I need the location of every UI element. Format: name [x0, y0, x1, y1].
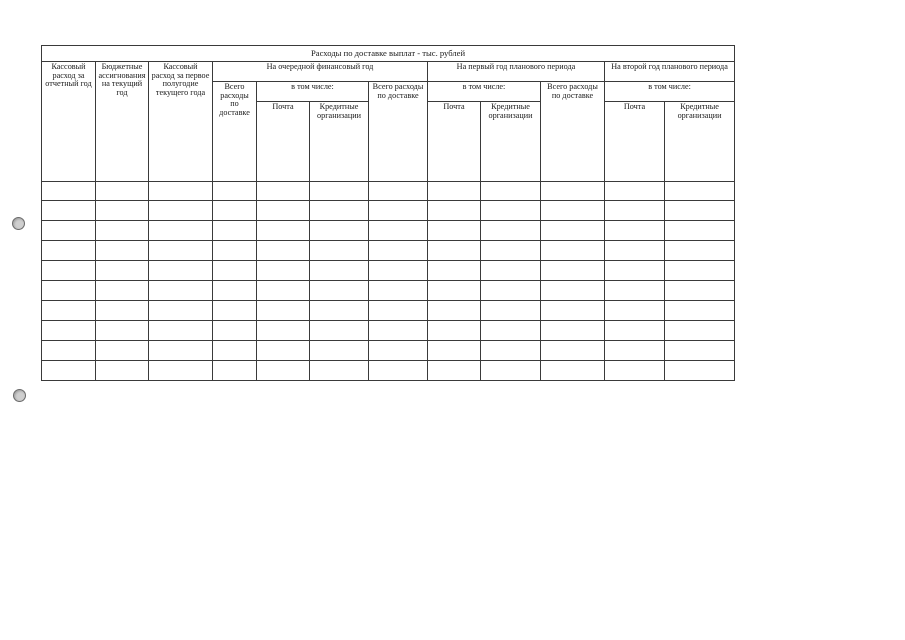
- table-cell: [310, 361, 369, 381]
- header-cash-first-half: Кассовый расход за первое полугодие текущего года: [149, 62, 213, 182]
- table-cell: [96, 182, 149, 201]
- table-cell: [213, 261, 257, 281]
- table-row: [42, 281, 735, 301]
- binder-hole-top: [12, 217, 25, 230]
- table-cell: [665, 201, 735, 221]
- table-cell: [665, 361, 735, 381]
- binder-hole-bottom: [13, 389, 26, 402]
- table-cell: [481, 182, 541, 201]
- table-cell: [481, 261, 541, 281]
- table-title: Расходы по доставке выплат - тыс. рублей: [42, 46, 735, 62]
- table-cell: [96, 321, 149, 341]
- table-cell: [213, 201, 257, 221]
- header-credit-next-year: Кредитные организации: [310, 102, 369, 182]
- table-cell: [257, 301, 310, 321]
- table-cell: [42, 182, 96, 201]
- header-including-next-year: в том числе:: [257, 82, 369, 102]
- table-title-row: [42, 46, 735, 62]
- header-total-first-planning: Всего расходы по доставке: [369, 82, 428, 182]
- header-total-second-planning: Всего расходы по доставке: [541, 82, 605, 182]
- header-period-first-planning-year: На первый год планового периода: [428, 62, 605, 82]
- table-cell: [369, 321, 428, 341]
- table-cell: [96, 361, 149, 381]
- table-cell: [149, 301, 213, 321]
- table-cell: [149, 361, 213, 381]
- table-cell: [481, 321, 541, 341]
- header-credit-first-planning: Кредитные организации: [481, 102, 541, 182]
- table-cell: [310, 341, 369, 361]
- table-cell: [369, 341, 428, 361]
- table-cell: [605, 281, 665, 301]
- table-cell: [541, 361, 605, 381]
- table-cell: [42, 321, 96, 341]
- table-row: [42, 341, 735, 361]
- table-cell: [541, 341, 605, 361]
- table-cell: [481, 281, 541, 301]
- table-cell: [369, 261, 428, 281]
- table-cell: [213, 341, 257, 361]
- table-cell: [96, 341, 149, 361]
- table-cell: [369, 221, 428, 241]
- table-cell: [257, 321, 310, 341]
- table-cell: [541, 241, 605, 261]
- table-cell: [96, 241, 149, 261]
- table-cell: [213, 361, 257, 381]
- table-cell: [481, 341, 541, 361]
- table-cell: [428, 281, 481, 301]
- table-cell: [257, 361, 310, 381]
- header-total-next-year: Всего расходы по доставке: [213, 82, 257, 182]
- table-cell: [257, 182, 310, 201]
- table-row: [42, 182, 735, 201]
- header-including-first-planning: в том числе:: [428, 82, 541, 102]
- header-post-next-year: Почта: [257, 102, 310, 182]
- table-cell: [605, 301, 665, 321]
- table-row: [42, 301, 735, 321]
- table-cell: [42, 221, 96, 241]
- table-cell: [541, 201, 605, 221]
- table-cell: [149, 182, 213, 201]
- table-cell: [605, 321, 665, 341]
- table-cell: [665, 182, 735, 201]
- table-cell: [213, 221, 257, 241]
- table-cell: [665, 341, 735, 361]
- delivery-expenses-table: [41, 45, 735, 381]
- table-cell: [42, 341, 96, 361]
- table-cell: [605, 261, 665, 281]
- table-cell: [42, 281, 96, 301]
- table-cell: [428, 301, 481, 321]
- header-row-periods: [42, 62, 735, 82]
- table-cell: [605, 221, 665, 241]
- table-cell: [257, 221, 310, 241]
- table-cell: [213, 241, 257, 261]
- table-row: [42, 361, 735, 381]
- table-cell: [96, 261, 149, 281]
- table-cell: [42, 301, 96, 321]
- table-cell: [481, 301, 541, 321]
- table-cell: [481, 221, 541, 241]
- table-cell: [665, 221, 735, 241]
- table-row: [42, 201, 735, 221]
- table-cell: [369, 182, 428, 201]
- table-cell: [310, 261, 369, 281]
- table-cell: [213, 182, 257, 201]
- table-cell: [310, 241, 369, 261]
- table-cell: [665, 241, 735, 261]
- table-cell: [541, 301, 605, 321]
- table-cell: [541, 281, 605, 301]
- table-cell: [42, 261, 96, 281]
- table-cell: [310, 281, 369, 301]
- table-cell: [541, 321, 605, 341]
- table-cell: [428, 361, 481, 381]
- table-cell: [428, 241, 481, 261]
- header-including-second-planning: в том числе:: [605, 82, 735, 102]
- table-cell: [257, 261, 310, 281]
- table-cell: [310, 201, 369, 221]
- table-cell: [96, 201, 149, 221]
- table-cell: [213, 301, 257, 321]
- table-cell: [213, 281, 257, 301]
- table-cell: [149, 201, 213, 221]
- table-cell: [257, 341, 310, 361]
- table-cell: [96, 281, 149, 301]
- table-cell: [257, 201, 310, 221]
- table-cell: [149, 241, 213, 261]
- table-cell: [428, 221, 481, 241]
- table-cell: [665, 301, 735, 321]
- header-period-next-year: На очередной финансовый год: [213, 62, 428, 82]
- table-cell: [481, 201, 541, 221]
- table-cell: [149, 221, 213, 241]
- table-cell: [665, 281, 735, 301]
- table-cell: [665, 261, 735, 281]
- table-cell: [605, 361, 665, 381]
- table-body: [42, 182, 735, 381]
- table-cell: [605, 182, 665, 201]
- table-cell: [428, 261, 481, 281]
- table-cell: [428, 182, 481, 201]
- header-cash-reporting-year: Кассовый расход за отчетный год: [42, 62, 96, 182]
- table-cell: [369, 281, 428, 301]
- table-cell: [481, 361, 541, 381]
- table-cell: [541, 261, 605, 281]
- table-cell: [149, 281, 213, 301]
- table-cell: [257, 241, 310, 261]
- table-cell: [605, 241, 665, 261]
- table-cell: [605, 341, 665, 361]
- table-cell: [665, 321, 735, 341]
- table-cell: [96, 221, 149, 241]
- table-cell: [257, 281, 310, 301]
- table-cell: [149, 341, 213, 361]
- table-cell: [42, 201, 96, 221]
- table-cell: [149, 261, 213, 281]
- table-cell: [541, 182, 605, 201]
- table-cell: [369, 301, 428, 321]
- table-cell: [369, 201, 428, 221]
- table-row: [42, 221, 735, 241]
- table-cell: [96, 301, 149, 321]
- header-credit-second-planning: Кредитные организации: [665, 102, 735, 182]
- table-cell: [369, 361, 428, 381]
- table-cell: [149, 321, 213, 341]
- table-cell: [310, 182, 369, 201]
- table-cell: [428, 341, 481, 361]
- table-cell: [541, 221, 605, 241]
- table-row: [42, 261, 735, 281]
- table-cell: [369, 241, 428, 261]
- header-post-first-planning: Почта: [428, 102, 481, 182]
- table-cell: [310, 221, 369, 241]
- table-cell: [428, 321, 481, 341]
- table-cell: [605, 201, 665, 221]
- table-cell: [310, 321, 369, 341]
- table-cell: [428, 201, 481, 221]
- table-cell: [481, 241, 541, 261]
- table-cell: [213, 321, 257, 341]
- header-period-second-planning-year: На второй год планового периода: [605, 62, 735, 82]
- table-cell: [310, 301, 369, 321]
- table-row: [42, 241, 735, 261]
- header-post-second-planning: Почта: [605, 102, 665, 182]
- table-cell: [42, 241, 96, 261]
- table-row: [42, 321, 735, 341]
- header-budget-allocations: Бюджетные ассигнования на текущий год: [96, 62, 149, 182]
- table-cell: [42, 361, 96, 381]
